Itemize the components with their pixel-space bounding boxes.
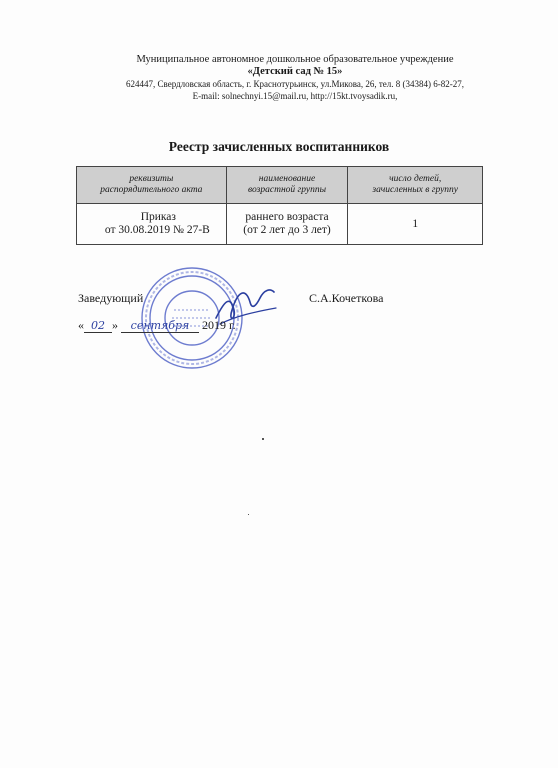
scan-speck <box>248 514 249 515</box>
header-children-count: число детей, зачисленных в группу <box>348 167 483 204</box>
date-day: 02 <box>84 319 112 333</box>
scan-speck <box>262 438 264 440</box>
table-row <box>77 204 483 245</box>
org-type-line: Муниципальное автономное дошкольное образовательное учреждение <box>136 54 454 65</box>
organization-header <box>100 54 490 102</box>
date-month: сентября <box>121 319 199 333</box>
header-order-details: реквизиты распорядительного акта <box>77 167 227 204</box>
count-cell: 1 <box>348 204 483 245</box>
date-year: 2019 г. <box>202 318 236 332</box>
signatory-name: С.А.Кочеткова <box>309 291 384 305</box>
org-name-line: «Детский сад № 15» <box>247 66 343 77</box>
document-title: Реестр зачисленных воспитанников <box>168 139 390 154</box>
org-address-line: 624447, Свердловская область, г. Краснотурьинск, ул.Микова, 26, тел. 8 (34384) 6-82-27, <box>126 79 464 89</box>
header-age-group: наименование возрастной группы <box>226 167 348 204</box>
org-contacts-line: E-mail: solnechnyi.15@mail.ru, http://15kt.tvoysadik.ru, <box>192 91 398 101</box>
order-cell: Приказ от 30.08.2019 № 27-В <box>77 204 227 245</box>
signature-date: « 02 » сентября 2019 г. <box>78 318 236 332</box>
table-header-row <box>77 167 483 204</box>
registry-table <box>76 166 483 245</box>
position-label: Заведующий <box>78 291 144 305</box>
group-cell: раннего возраста (от 2 лет до 3 лет) <box>226 204 348 245</box>
